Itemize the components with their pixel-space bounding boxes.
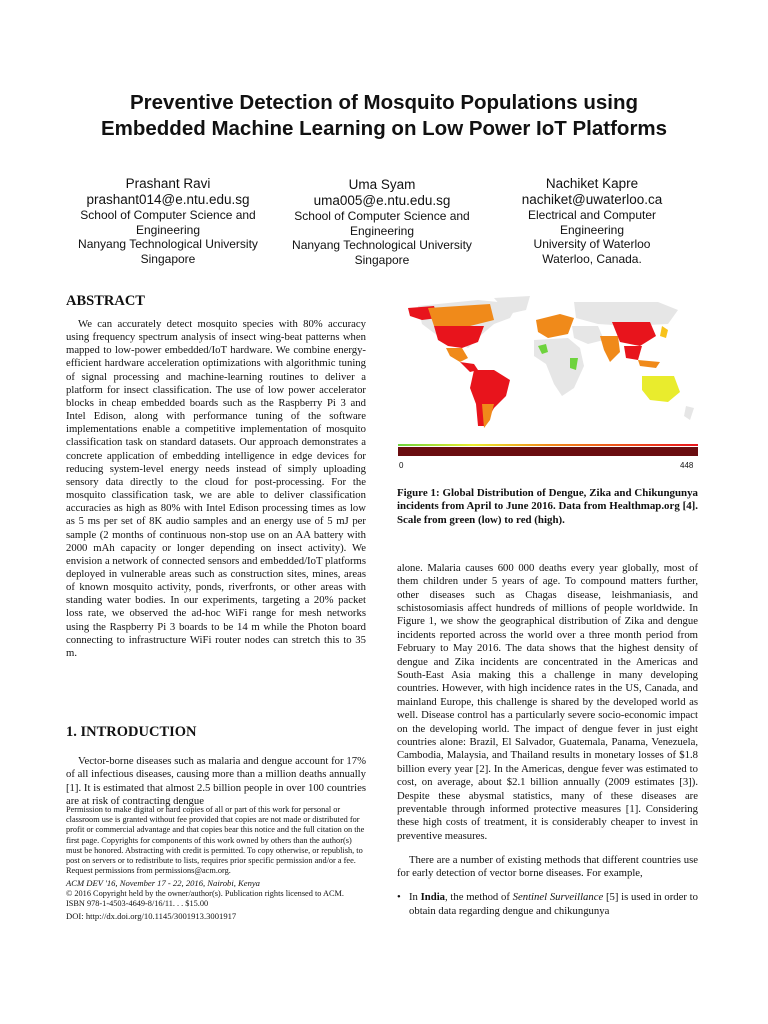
scale-max-label: 448 bbox=[680, 461, 694, 470]
scale-min-label: 0 bbox=[399, 461, 404, 470]
author-affiliation: Electrical and Computer bbox=[527, 208, 657, 222]
bullet-dot: • bbox=[397, 891, 401, 904]
author-email: uma005@e.ntu.edu.sg bbox=[313, 193, 451, 208]
abstract-body bbox=[66, 318, 366, 660]
author-affiliation: Nanyang Technological University bbox=[78, 237, 258, 251]
right-paragraph-2: There are a number of existing methods that different countries use for early detection of vector borne diseases. For example, bbox=[397, 853, 698, 880]
bullet-country: India bbox=[420, 891, 446, 904]
author-affiliation: Engineering bbox=[135, 222, 201, 237]
author-affiliation: School of Computer Science and bbox=[80, 208, 256, 222]
author-block-1 bbox=[70, 176, 266, 266]
right-paragraph-1: alone. Malaria causes 600 000 deaths every year globally, most of them children under 5 years of age. To compound matters further, other diseases such as Chagas disease, leishmaniasis, and schistosomiasis affect hundreds of millions of people worldwide. In Figure 1, we show the geographical distribution of Zika and dengue incidents reported across the world over a three month period from February to May 2016. The data shows that the highest density of dengue and Zika incidents are concentrated in the Americas and South-East Asia making this a challenge in many developing countries. However, with high incidence rates in the US, Canada, and mainland Europe, this challenge is shared by the developed world as well. Disease control has a particularly severe socio-economic impact on the developing world. The impact of dengue fever in just eight countries alone: Brazil, El Salvador, Guatemala, Panama, Venezuela, Cambodia, Malaysia, and Thailand results in monetary losses of $1.8 billion every year [2]. In the Americas, dengue fever was estimated to cost, on average, about $2.1 billion annually (2009 estimates [3]). Despite these abysmal statistics, many of these diseases are preventable through informed protective measures [1]. Considering these high costs of treatment, it is considerably cheaper to invest in preventive measures. bbox=[397, 561, 698, 842]
isbn-line: ISBN 978-1-4503-4649-8/16/11. . . $15.00 bbox=[66, 898, 209, 908]
title-line-1: Preventive Detection of Mosquito Populations using bbox=[130, 91, 638, 114]
doi-line bbox=[66, 911, 366, 921]
doi-link[interactable]: http://dx.doi.org/10.1145/3001913.3001917 bbox=[85, 911, 237, 922]
author-affiliation: Engineering bbox=[559, 222, 625, 237]
author-block-3 bbox=[494, 176, 690, 266]
bullet-text: , the method of bbox=[445, 891, 513, 904]
title-line-2: Embedded Machine Learning on Low Power IoT Platforms bbox=[100, 117, 668, 140]
bullet-text: [5] is used in order to obtain data regarding dengue and chikungunya bbox=[409, 891, 698, 917]
copyright-line: © 2016 Copyright held by the owner/author(s). Publication rights licensed to ACM. bbox=[66, 888, 344, 898]
author-email: prashant014@e.ntu.edu.sg bbox=[86, 192, 250, 207]
world-map-figure bbox=[398, 296, 698, 438]
author-name: Nachiket Kapre bbox=[545, 176, 639, 191]
author-affiliation: Engineering bbox=[349, 223, 415, 238]
author-email: nachiket@uwaterloo.ca bbox=[521, 192, 663, 207]
permission-block bbox=[66, 805, 366, 921]
permission-notice: Permission to make digital or hard copies of all or part of this work for personal or classroom use is granted without fee provided that copies are not made or distributed for profit or commercial advantage and that copies bear this notice and the full citation on the first page. Copyrights for components of this work owned by others than the author(s) must be honored. Abstracting with credit is permitted. To copy otherwise, or republish, to post on servers or to redistribute to lists, requires prior specific permission and/or a fee. Request permissions from permissions@acm.org. bbox=[66, 805, 365, 876]
abstract-paragraph: We can accurately detect mosquito species with 80% accuracy using frequency spectrum analysis of insect wing-beat patterns when mapped to low-power embedded/IoT hardware. We combine energy-efficient hardware acceleration optimizations with algorithmic tuning of signal processing and machine-learning routines to deliver a platform for insect classification. The use of low power accelerator blocks in cheap embedded boards such as the Raspberry Pi 3 and Intel Edison, along with performance tuning of the software implementations enable a competitive implementation of mosquito classification task on standard datasets. Our approach demonstrates a concrete application of embedding intelligence in edge devices for reducing system-level energy needs instead of simply uploading sensory data directly to the cloud for post-processing. For the mosquito classification task, we are able to deliver classification accuracies as high as 80% with Intel Edison processing times as low as 5 ms per set of 8K audio samples and an energy use of 5 mJ per sample (2 months of continuous non-stop use on an AA battery with 2000 mAh capacity or longer depending on insect activity). We envision a network of connected sensors and embedded/IoT platforms deployed in vulnerable areas such as construction sites, mines, areas of known mosquito activity, ponds, riverfronts, or other areas with standing water bodies. In our experiments, targeting a 20% packet loss rate, we observed the ad-hoc WiFi range for mesh networks using the Raspberry Pi 3 boards to be 14 m while the Photon board connecting to infrastructure WiFi router nodes can stretch this to 35 m. bbox=[66, 318, 366, 659]
bullet-text: In bbox=[409, 891, 421, 904]
author-affiliation: University of Waterloo bbox=[533, 237, 651, 251]
paper-title bbox=[40, 90, 728, 142]
author-name: Prashant Ravi bbox=[125, 176, 211, 191]
author-affiliation: Singapore bbox=[140, 251, 196, 266]
author-affiliation: Singapore bbox=[354, 252, 410, 267]
author-affiliation: Waterloo, Canada. bbox=[542, 251, 642, 266]
author-affiliation: School of Computer Science and bbox=[294, 209, 470, 223]
color-scale-bar bbox=[398, 444, 698, 456]
author-affiliation: Nanyang Technological University bbox=[292, 238, 472, 252]
introduction-paragraph: Vector-borne diseases such as malaria and dengue account for 17% of all infectious diseases, causing more than a million deaths annually [1]. It is estimated that almost 2.5 billion people in over 100 countries are at risk of contracting dengue bbox=[66, 754, 366, 807]
bullet-item-india bbox=[397, 891, 698, 918]
conference-venue: ACM DEV '16, November 17 - 22, 2016, Nairobi, Kenya bbox=[66, 878, 260, 889]
introduction-heading: 1. INTRODUCTION bbox=[66, 724, 197, 740]
scale-gradient bbox=[398, 444, 698, 446]
bullet-method: Sentinel Surveillance bbox=[512, 891, 604, 904]
doi-label: DOI: bbox=[66, 911, 86, 922]
figure-caption: Figure 1: Global Distribution of Dengue, Zika and Chikungunya incidents from April to June 2016. Data from Healthmap.org [4]. Scale from green (low) to red (high). bbox=[397, 487, 698, 526]
abstract-heading: ABSTRACT bbox=[66, 293, 145, 309]
scale-dark-band bbox=[398, 447, 698, 456]
author-block-2 bbox=[284, 177, 480, 267]
right-column-body bbox=[397, 551, 698, 929]
author-name: Uma Syam bbox=[348, 177, 416, 192]
